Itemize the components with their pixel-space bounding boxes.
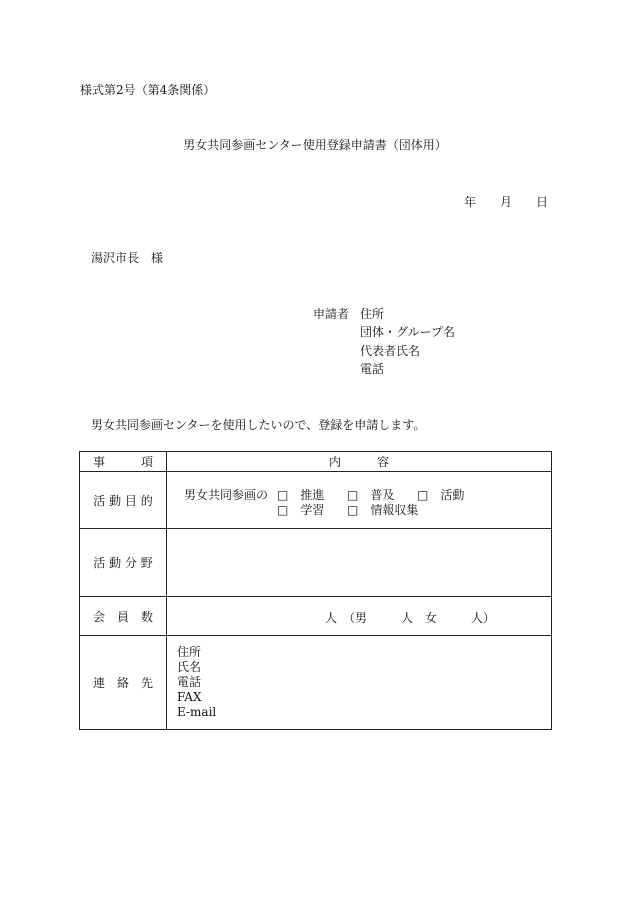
- date-day: 日: [536, 195, 549, 209]
- purpose-option-learning[interactable]: □ 学習: [277, 503, 325, 517]
- applicant-phone-label: 電話: [360, 362, 385, 376]
- members-total-unit: 人: [325, 611, 338, 625]
- contact-row: [80, 636, 552, 730]
- header-item: 事 項: [80, 452, 167, 472]
- members-female-label: 女: [425, 611, 438, 625]
- registration-table: [79, 451, 552, 730]
- applicant-group-name-label: 団体・グループ名: [360, 325, 456, 339]
- members-female-unit: 人）: [471, 611, 496, 625]
- date-month: 月: [500, 195, 513, 209]
- field-label: 活 動 分 野: [80, 529, 167, 597]
- form-number: 様式第2号（第4条関係）: [80, 83, 216, 97]
- contact-email-label: E-mail: [177, 705, 217, 719]
- members-cell[interactable]: [167, 597, 552, 636]
- members-male-label: （男: [343, 611, 368, 625]
- document-title: 男女共同参画センター使用登録申請書（団体用）: [183, 138, 447, 152]
- table-header-row: [80, 452, 552, 472]
- date-year: 年: [464, 195, 477, 209]
- field-row: [80, 529, 552, 597]
- purpose-option-promote[interactable]: □ 推進: [277, 488, 325, 502]
- application-statement: 男女共同参画センターを使用したいので、登録を申請します。: [91, 418, 426, 432]
- contact-cell[interactable]: [167, 636, 552, 730]
- applicant-address-label: 住所: [360, 307, 385, 321]
- addressee: 湯沢市長 様: [91, 251, 164, 265]
- header-content: 内 容: [167, 452, 552, 472]
- applicant-representative-label: 代表者氏名: [360, 344, 421, 358]
- members-row: [80, 597, 552, 636]
- purpose-label: 活 動 目 的: [80, 472, 167, 529]
- date-line: [464, 193, 548, 210]
- purpose-option-activity[interactable]: □ 活動: [417, 488, 465, 502]
- contact-fax-label: FAX: [177, 690, 202, 704]
- purpose-option-info-gathering[interactable]: □ 情報収集: [347, 503, 419, 517]
- contact-address-label: 住所: [177, 645, 202, 659]
- contact-name-label: 氏名: [177, 660, 202, 674]
- contact-phone-label: 電話: [177, 675, 202, 689]
- members-male-unit: 人: [401, 611, 414, 625]
- purpose-prefix: 男女共同参画の: [184, 488, 269, 502]
- purpose-row: [80, 472, 552, 529]
- field-input-cell[interactable]: [167, 529, 552, 597]
- applicant-label: 申請者: [313, 307, 350, 321]
- purpose-cell[interactable]: [167, 472, 552, 529]
- purpose-option-spread[interactable]: □ 普及: [347, 488, 395, 502]
- members-label: 会 員 数: [80, 597, 167, 636]
- contact-label: 連 絡 先: [80, 636, 167, 730]
